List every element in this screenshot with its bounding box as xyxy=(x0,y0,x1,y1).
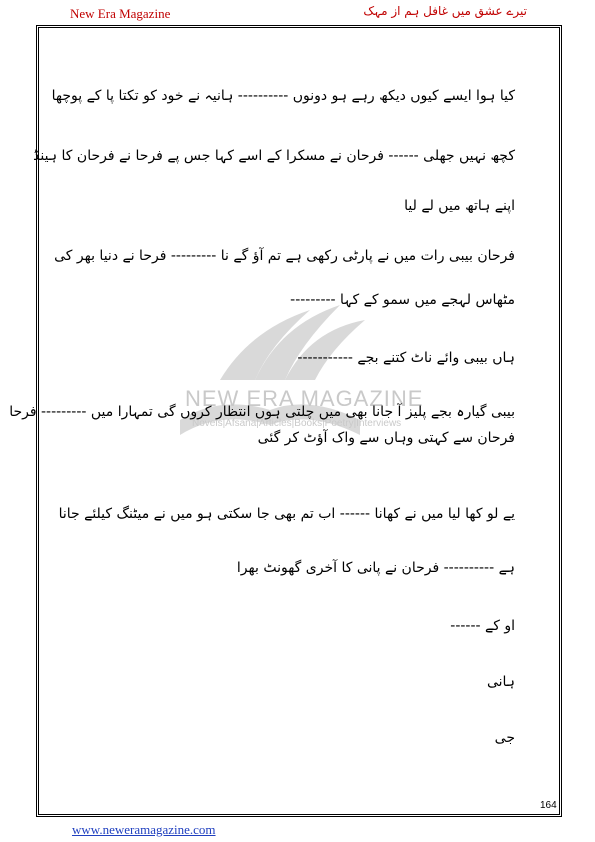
text-line: کچھ نہیں جھلی ------ فرحان نے مسکرا کے اسے کہا جس پے فرحا نے فرحان کا ہینڈ xyxy=(33,148,515,164)
magazine-title: New Era Magazine xyxy=(70,6,171,21)
text-line: اپنے ہاتھ میں لے لیا xyxy=(404,198,515,214)
text-line: ہے ---------- فرحان نے پانی کا آخری گھونٹ بھرا xyxy=(236,560,515,576)
text-line: ہاں بیبی وائے ناٹ کتنے بجے ----------- xyxy=(297,350,515,366)
watermark-subtitle: Novels|Afsana|Articles|Books|Poetry|Interviews xyxy=(192,418,402,429)
text-line: فرحان سے کہتی وہاں سے واک آؤٹ کر گئی xyxy=(257,430,515,446)
text-line: جی xyxy=(494,730,515,746)
text-line: ہانی xyxy=(486,674,515,690)
text-line: یے لو کھا لیا میں نے کھانا ------ اب تم بھی جا سکتی ہو میں نے میٹنگ کیلئے جانا xyxy=(58,506,515,522)
story-title: تیرے عشق میں غافل ہم از مہک xyxy=(363,4,527,18)
page-number: 164 xyxy=(540,800,557,811)
text-line: بیبی گیارہ بجے پلیز آ جانا بھی میں چلتی ہوں انتظار کروں گی تمہارا میں --------- فرحا xyxy=(9,404,515,420)
website-link[interactable]: www.neweramagazine.com xyxy=(72,822,216,837)
watermark-title: NEW ERA MAGAZINE xyxy=(185,386,424,411)
text-line: کیا ہوا ایسے کیوں دیکھ رہے ہو دونوں ---------- ہانیہ نے خود کو تکتا پا کے پوچھا xyxy=(51,88,515,104)
text-line: مٹھاس لہجے میں سمو کے کہا --------- xyxy=(290,292,515,308)
text-line: فرحان بیبی رات میں نے پارٹی رکھی ہے تم آؤ گے نا --------- فرحا نے دنیا بھر کی xyxy=(54,248,515,264)
text-line: او کے ------ xyxy=(450,618,515,634)
